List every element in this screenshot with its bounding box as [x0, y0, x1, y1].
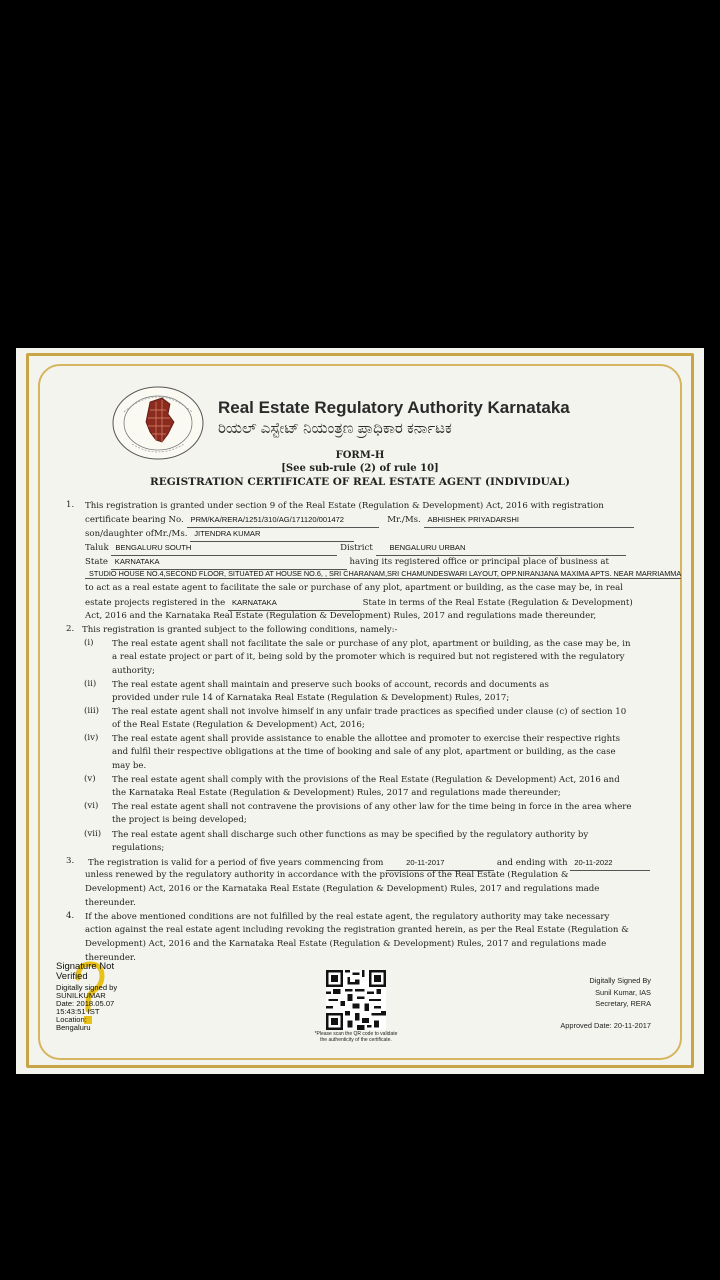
- condition-line: provided under rule 14 of Karnataka Real Estate (Regulation & Development) Rules, 2017;: [112, 693, 510, 703]
- sig-detail: Bengaluru: [56, 1023, 91, 1032]
- cert-no-label: certificate bearing No.: [85, 515, 184, 525]
- para1-line: [85, 541, 626, 556]
- para1-line: [85, 555, 609, 570]
- projects-text-cont: State in terms of the Real Estate (Regulation & Development): [362, 598, 633, 608]
- agent-name-field: ABHISHEK PRIYADARSHI: [424, 513, 634, 528]
- office-text: having its registered office or principal place of business at: [349, 557, 609, 567]
- para-number: 1.: [66, 500, 75, 510]
- projects-text: estate projects registered in the: [85, 598, 226, 608]
- parent-label: son/daughter ofMr./Ms.: [85, 529, 188, 539]
- sig-detail: SUNILKUMAR: [56, 991, 106, 1000]
- condition-line: The real estate agent shall not involve himself in any unfair trade practices as specified under clause (c) of section 10: [112, 707, 627, 717]
- para-number: 3.: [66, 856, 75, 866]
- signed-by-label: Digitally Signed By: [589, 976, 651, 985]
- condition-line: The real estate agent shall not contravene the provisions of any other law for the time being in force in the area where: [112, 802, 632, 812]
- parent-name-field: JITENDRA KUMAR: [190, 527, 354, 542]
- para1-line: [85, 513, 634, 528]
- qr-note: *Please scan the QR code to validate: [314, 1031, 398, 1037]
- subrule-label: [See sub-rule (2) of rule 10]: [281, 463, 439, 474]
- para3-line: thereunder.: [85, 898, 136, 908]
- conditions-intro: This registration is granted subject to the following conditions, namely:-: [82, 625, 398, 635]
- condition-number: (i): [84, 638, 94, 648]
- para3-line: Development) Act, 2016 or the Karnataka Real Estate (Regulation & Development) Rules, 2017 and regulations made: [85, 884, 600, 894]
- signer-title: Secretary, RERA: [595, 999, 651, 1008]
- state-field: KARNATAKA: [111, 555, 347, 570]
- condition-line: the project is being developed;: [112, 815, 247, 825]
- district-label: District: [340, 543, 373, 553]
- condition-line: The real estate agent shall provide assistance to enable the allottee and promoter to exercise their respective rights: [112, 734, 621, 744]
- sig-detail: Digitally signed by: [56, 983, 118, 992]
- condition-line: The real estate agent shall comply with the provisions of the Real Estate (Regulation & Development) Act, 2016 and: [112, 775, 620, 785]
- para3-line: unless renewed by the regulatory authority in accordance with the provisions of the Real Estate (Regulation &: [85, 870, 569, 880]
- condition-line: and fulfil their respective obligations at the time of booking and sale of any plot, apartment or building, as the case: [112, 747, 616, 757]
- authority-name-english: Real Estate Regulatory Authority Karnataka: [218, 398, 570, 417]
- taluk-label: Taluk: [85, 543, 109, 553]
- sig-status-line2: Verified: [56, 971, 88, 982]
- signer-name: Sunil Kumar, IAS: [595, 988, 651, 997]
- para4-line: Development) Act, 2016 and the Karnataka Real Estate (Regulation & Development) Rules, 2017 and regulations made: [85, 939, 607, 949]
- qr-note: the authenticity of the certificate.: [320, 1037, 392, 1043]
- condition-line: The real estate agent shall discharge such other functions as may be specified by the regulatory authority by: [112, 830, 589, 840]
- para4-line: action against the real estate agent including revoking the registration granted herein, as per the Real Estate (Regulation &: [85, 925, 629, 935]
- sig-detail: Date: 2018.05.07: [56, 999, 115, 1008]
- condition-number: (vii): [84, 829, 102, 839]
- qr-code-icon[interactable]: [326, 970, 386, 1030]
- sig-detail: Location:: [56, 1015, 87, 1024]
- certificate-title: REGISTRATION CERTIFICATE OF REAL ESTATE AGENT (INDIVIDUAL): [149, 476, 571, 488]
- para1-line: Act, 2016 and the Karnataka Real Estate (Regulation & Development) Rules, 2017 and regulations made thereunder,: [85, 611, 597, 621]
- taluk-field: BENGALURU SOUTH: [111, 541, 337, 556]
- condition-line: a real estate project or part of it, being sold by the promoter which is required but not registered with the regulatory: [112, 652, 625, 662]
- condition-number: (vi): [84, 801, 99, 811]
- form-label: FORM-H: [335, 450, 385, 461]
- end-date-field: 20-11-2022: [570, 856, 650, 871]
- para-number: 4.: [66, 911, 75, 921]
- para1-line: [85, 596, 633, 611]
- condition-number: (v): [84, 774, 96, 784]
- condition-line: The real estate agent shall not facilitate the sale or purchase of any plot, apartment or building, as the case may be, in: [112, 639, 631, 649]
- start-date-field: 20-11-2017: [386, 856, 494, 871]
- para1-line: This registration is granted under section 9 of the Real Estate (Regulation & Development) Act, 2016 with registration: [85, 501, 604, 511]
- authority-name-kannada: ರಿಯಲ್ ಎಸ್ಟೇಟ್ ನಿಯಂತ್ರಣ ಪ್ರಾಧಿಕಾರ ಕರ್ನಾಟಕ: [218, 420, 452, 437]
- name-label: Mr./Ms.: [387, 515, 421, 525]
- condition-line: regulations;: [112, 843, 165, 853]
- para1-line: to act as a real estate agent to facilitate the sale or purchase of any plot, apartment or building, as the case may be, in real: [85, 583, 623, 593]
- para4-line: thereunder.: [85, 953, 136, 963]
- condition-line: The real estate agent shall maintain and preserve such books of account, records and documents as: [112, 680, 549, 690]
- para-number: 2.: [66, 624, 75, 634]
- sig-status-line1: Signature Not: [56, 961, 115, 972]
- state-label: State: [85, 557, 109, 567]
- para1-line: [85, 527, 354, 542]
- address-field: STUDIO HOUSE NO.4,SECOND FLOOR, SITUATED AT HOUSE NO.6, , SRI CHARANAM,SRI CHAMUNDESWARI LAYOUT, OPP.NIRANJANA MAXIMA APTS. NEAR MARRIAMMA: [85, 569, 681, 579]
- condition-number: (iv): [84, 733, 99, 743]
- district-field: BENGALURU URBAN: [376, 541, 626, 556]
- validity-text: The registration is valid for a period of five years commencing from: [88, 858, 384, 868]
- sig-detail: 15:43:51 IST: [56, 1007, 100, 1016]
- condition-number: (iii): [84, 706, 99, 716]
- condition-line: the Karnataka Real Estate (Regulation & Development) Rules, 2017 and regulations made thereunder;: [112, 788, 561, 798]
- cert-number-field: PRM/KA/RERA/1251/310/AG/171120/001472: [187, 513, 379, 528]
- condition-number: (ii): [84, 679, 97, 689]
- condition-line: authority;: [112, 666, 155, 676]
- condition-line: may be.: [112, 761, 147, 771]
- approved-date: Approved Date: 20-11-2017: [560, 1021, 651, 1030]
- registered-state-field: KARNATAKA: [228, 596, 360, 611]
- certificate-document: [16, 348, 704, 1074]
- condition-line: of the Real Estate (Regulation & Development) Act, 2016;: [112, 720, 365, 730]
- ending-text: and ending with: [496, 858, 568, 868]
- para4-line: If the above mentioned conditions are not fulfilled by the real estate agent, the regulatory authority may take necessary: [85, 912, 610, 922]
